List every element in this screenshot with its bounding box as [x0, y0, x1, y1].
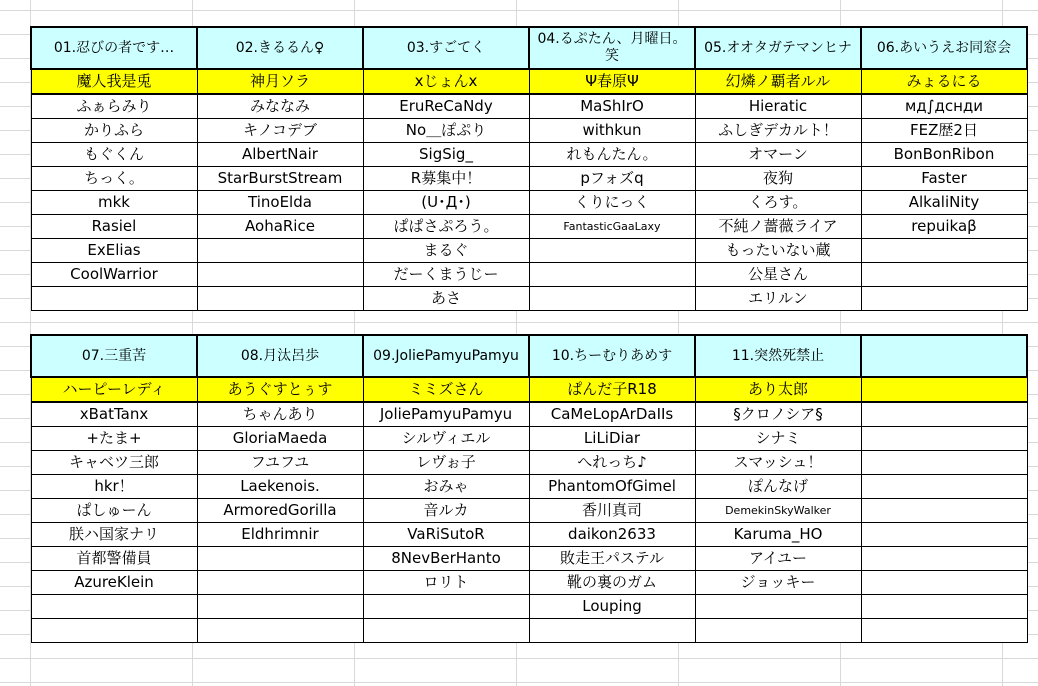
team-roster-table-1	[30, 26, 1028, 311]
member-cell[interactable]: EruReCaNdy	[363, 94, 529, 119]
member-cell[interactable]: xBatTanx	[31, 402, 197, 427]
member-cell[interactable]	[529, 239, 695, 263]
member-cell[interactable]: へれっち♪	[529, 451, 695, 475]
member-cell[interactable]: ふぁらみり	[31, 94, 197, 119]
member-cell[interactable]: シルヴィエル	[363, 427, 529, 451]
member-cell[interactable]	[861, 263, 1027, 287]
member-cell[interactable]: AlkaliNity	[861, 191, 1027, 215]
member-cell[interactable]: TinoElda	[197, 191, 363, 215]
member-cell[interactable]: pフォズq	[529, 167, 695, 191]
member-cell[interactable]: §クロノシア§	[695, 402, 861, 427]
member-cell[interactable]: Faster	[861, 167, 1027, 191]
member-cell[interactable]: オマーン	[695, 143, 861, 167]
member-cell[interactable]	[695, 595, 861, 619]
member-row	[31, 94, 1027, 119]
member-cell[interactable]: 夜狗	[695, 167, 861, 191]
member-cell[interactable]	[197, 239, 363, 263]
member-cell[interactable]: まるぐ	[363, 239, 529, 263]
member-cell[interactable]: CoolWarrior	[31, 263, 197, 287]
team-leader-cell[interactable]: みょるにる	[861, 69, 1027, 94]
member-cell[interactable]	[861, 451, 1027, 475]
member-cell[interactable]: мд∫дснди	[861, 94, 1027, 119]
member-row	[31, 499, 1027, 523]
member-cell[interactable]: ちゃんあり	[197, 402, 363, 427]
member-cell[interactable]: AlbertNair	[197, 143, 363, 167]
member-cell[interactable]: JoliePamyuPamyu	[363, 402, 529, 427]
member-cell[interactable]: あさ	[363, 287, 529, 311]
member-cell[interactable]: ぱしゅーん	[31, 499, 197, 523]
member-cell[interactable]: ぽんなげ	[695, 475, 861, 499]
team-name-cell[interactable]: 07.三重苦	[31, 335, 197, 377]
member-row	[31, 167, 1027, 191]
member-cell[interactable]	[197, 619, 363, 643]
team-leader-cell[interactable]: 幻燐ノ覇者ルル	[695, 69, 861, 94]
member-row	[31, 475, 1027, 499]
member-cell[interactable]: 8NevBerHanto	[363, 547, 529, 571]
team-roster-table-2	[30, 334, 1028, 643]
member-row	[31, 547, 1027, 571]
member-cell[interactable]: キャベツ三郎	[31, 451, 197, 475]
member-cell[interactable]	[861, 595, 1027, 619]
member-cell[interactable]	[197, 595, 363, 619]
member-row	[31, 119, 1027, 143]
member-cell[interactable]: ちっく。	[31, 167, 197, 191]
member-cell[interactable]	[363, 619, 529, 643]
member-cell[interactable]: AohaRice	[197, 215, 363, 239]
member-cell[interactable]: +たま+	[31, 427, 197, 451]
member-row	[31, 143, 1027, 167]
member-cell[interactable]	[31, 595, 197, 619]
member-cell[interactable]: BonBonRibon	[861, 143, 1027, 167]
member-cell[interactable]	[31, 619, 197, 643]
member-cell[interactable]: withkun	[529, 119, 695, 143]
member-cell[interactable]	[861, 239, 1027, 263]
member-row	[31, 215, 1027, 239]
member-cell[interactable]	[529, 287, 695, 311]
member-row	[31, 451, 1027, 475]
team-leader-cell[interactable]: 魔人我是兎	[31, 69, 197, 94]
member-row	[31, 595, 1027, 619]
member-cell[interactable]: Eldhrimnir	[197, 523, 363, 547]
member-row	[31, 287, 1027, 311]
member-cell[interactable]	[529, 619, 695, 643]
member-cell[interactable]: GloriaMaeda	[197, 427, 363, 451]
member-cell[interactable]: Rasiel	[31, 215, 197, 239]
member-cell[interactable]: スマッシュ！	[695, 451, 861, 475]
member-cell[interactable]: みななみ	[197, 94, 363, 119]
member-cell[interactable]	[363, 595, 529, 619]
member-cell[interactable]: Karuma_HO	[695, 523, 861, 547]
member-cell[interactable]: くりにっく	[529, 191, 695, 215]
member-cell[interactable]	[197, 263, 363, 287]
member-cell[interactable]	[861, 287, 1027, 311]
member-cell[interactable]: FEZ歴2日	[861, 119, 1027, 143]
member-cell[interactable]: くろす。	[695, 191, 861, 215]
member-cell[interactable]: (U･Д･)	[363, 191, 529, 215]
member-cell[interactable]: アイユー	[695, 547, 861, 571]
member-row	[31, 619, 1027, 643]
team-leader-cell[interactable]: 神月ソラ	[197, 69, 363, 94]
member-cell[interactable]: ArmoredGorilla	[197, 499, 363, 523]
team-leader-cell[interactable]	[861, 377, 1027, 402]
member-cell[interactable]	[31, 287, 197, 311]
member-cell[interactable]: Louping	[529, 595, 695, 619]
member-cell[interactable]: ぱぱさぷろう。	[363, 215, 529, 239]
member-cell[interactable]: DemekinSkyWalker	[695, 499, 861, 523]
team-leader-cell[interactable]: ハーピーレディ	[31, 377, 197, 402]
member-cell[interactable]: フユフユ	[197, 451, 363, 475]
member-row	[31, 263, 1027, 287]
member-row	[31, 427, 1027, 451]
member-cell[interactable]	[861, 619, 1027, 643]
member-cell[interactable]: れもんたん。	[529, 143, 695, 167]
team-leader-cell[interactable]: xじょんx	[363, 69, 529, 94]
team-name-cell[interactable]: 11.突然死禁止	[695, 335, 861, 377]
team-leader-cell[interactable]: ぱんだ子R18	[529, 377, 695, 402]
member-cell[interactable]: AzureKlein	[31, 571, 197, 595]
member-cell[interactable]: 不純ノ薔薇ライア	[695, 215, 861, 239]
member-cell[interactable]	[861, 571, 1027, 595]
member-cell[interactable]: Hieratic	[695, 94, 861, 119]
member-cell[interactable]: 香川真司	[529, 499, 695, 523]
member-cell[interactable]	[197, 287, 363, 311]
member-cell[interactable]: StarBurstStream	[197, 167, 363, 191]
member-cell[interactable]: LiLiDiar	[529, 427, 695, 451]
team-leader-cell[interactable]: ミミズさん	[363, 377, 529, 402]
member-cell[interactable]: 靴の裏のガム	[529, 571, 695, 595]
member-cell[interactable]: PhantomOfGimel	[529, 475, 695, 499]
team-leader-cell[interactable]: あり太郎	[695, 377, 861, 402]
team-name-cell[interactable]: 10.ちーむりあめす	[529, 335, 695, 377]
member-cell[interactable]: No＿ぽぷり	[363, 119, 529, 143]
member-cell[interactable]: 音ルカ	[363, 499, 529, 523]
member-cell[interactable]: キノコデブ	[197, 119, 363, 143]
member-cell[interactable]: もぐくん	[31, 143, 197, 167]
member-cell[interactable]: hkr！	[31, 475, 197, 499]
member-cell[interactable]: 朕ハ国家ナリ	[31, 523, 197, 547]
member-cell[interactable]: ロリト	[363, 571, 529, 595]
team-name-cell[interactable]: 02.きるるん♀	[197, 27, 363, 69]
member-cell[interactable]	[695, 619, 861, 643]
member-cell[interactable]	[861, 402, 1027, 427]
member-cell[interactable]	[197, 547, 363, 571]
member-cell[interactable]: シナミ	[695, 427, 861, 451]
team-name-row	[31, 27, 1027, 69]
team-name-cell[interactable]: 04.るぷたん、月曜日。笑	[529, 27, 695, 69]
member-cell[interactable]: おみゃ	[363, 475, 529, 499]
member-cell[interactable]: repuikaβ	[861, 215, 1027, 239]
team-name-cell[interactable]: 08.月汰呂歩	[197, 335, 363, 377]
member-row	[31, 402, 1027, 427]
member-cell[interactable]: daikon2633	[529, 523, 695, 547]
member-cell[interactable]: だーくまうじー	[363, 263, 529, 287]
member-cell[interactable]: R募集中！	[363, 167, 529, 191]
member-cell[interactable]: ジョッキー	[695, 571, 861, 595]
member-cell[interactable]: ExElias	[31, 239, 197, 263]
member-cell[interactable]: 首都警備員	[31, 547, 197, 571]
member-cell[interactable]: MaShIrO	[529, 94, 695, 119]
member-cell[interactable]: CaMeLopArDaIIs	[529, 402, 695, 427]
team-name-cell[interactable]	[861, 335, 1027, 377]
team-name-row	[31, 335, 1027, 377]
member-cell[interactable]	[861, 547, 1027, 571]
team-name-cell[interactable]: 06.あいうえお同窓会	[861, 27, 1027, 69]
team-leader-row	[31, 377, 1027, 402]
team-leader-cell[interactable]: Ψ春原Ψ	[529, 69, 695, 94]
team-leader-row	[31, 69, 1027, 94]
member-cell[interactable]: VaRiSutoR	[363, 523, 529, 547]
member-row	[31, 523, 1027, 547]
member-cell[interactable]: レヴぉ子	[363, 451, 529, 475]
team-name-cell[interactable]: 01.忍びの者です…	[31, 27, 197, 69]
member-cell[interactable]: もったいない蔵	[695, 239, 861, 263]
member-cell[interactable]	[861, 475, 1027, 499]
team-name-cell[interactable]: 03.すごてく	[363, 27, 529, 69]
member-cell[interactable]	[861, 523, 1027, 547]
member-cell[interactable]	[529, 263, 695, 287]
member-cell[interactable]	[197, 571, 363, 595]
member-row	[31, 239, 1027, 263]
member-cell[interactable]: FantasticGaaLaxy	[529, 215, 695, 239]
member-cell[interactable]: エリルン	[695, 287, 861, 311]
member-cell[interactable]	[861, 427, 1027, 451]
member-cell[interactable]	[861, 499, 1027, 523]
member-cell[interactable]: mkk	[31, 191, 197, 215]
member-cell[interactable]: Laekenois.	[197, 475, 363, 499]
member-cell[interactable]: ふしぎデカルト！	[695, 119, 861, 143]
team-leader-cell[interactable]: あうぐすとぅす	[197, 377, 363, 402]
team-name-cell[interactable]: 05.オオタガテマンヒナ	[695, 27, 861, 69]
member-cell[interactable]: 公星さん	[695, 263, 861, 287]
team-name-cell[interactable]: 09.JoliePamyuPamyu	[363, 335, 529, 377]
member-cell[interactable]: かりふら	[31, 119, 197, 143]
member-row	[31, 571, 1027, 595]
member-cell[interactable]: 敗走王パステル	[529, 547, 695, 571]
member-cell[interactable]: SigSig_	[363, 143, 529, 167]
member-row	[31, 191, 1027, 215]
